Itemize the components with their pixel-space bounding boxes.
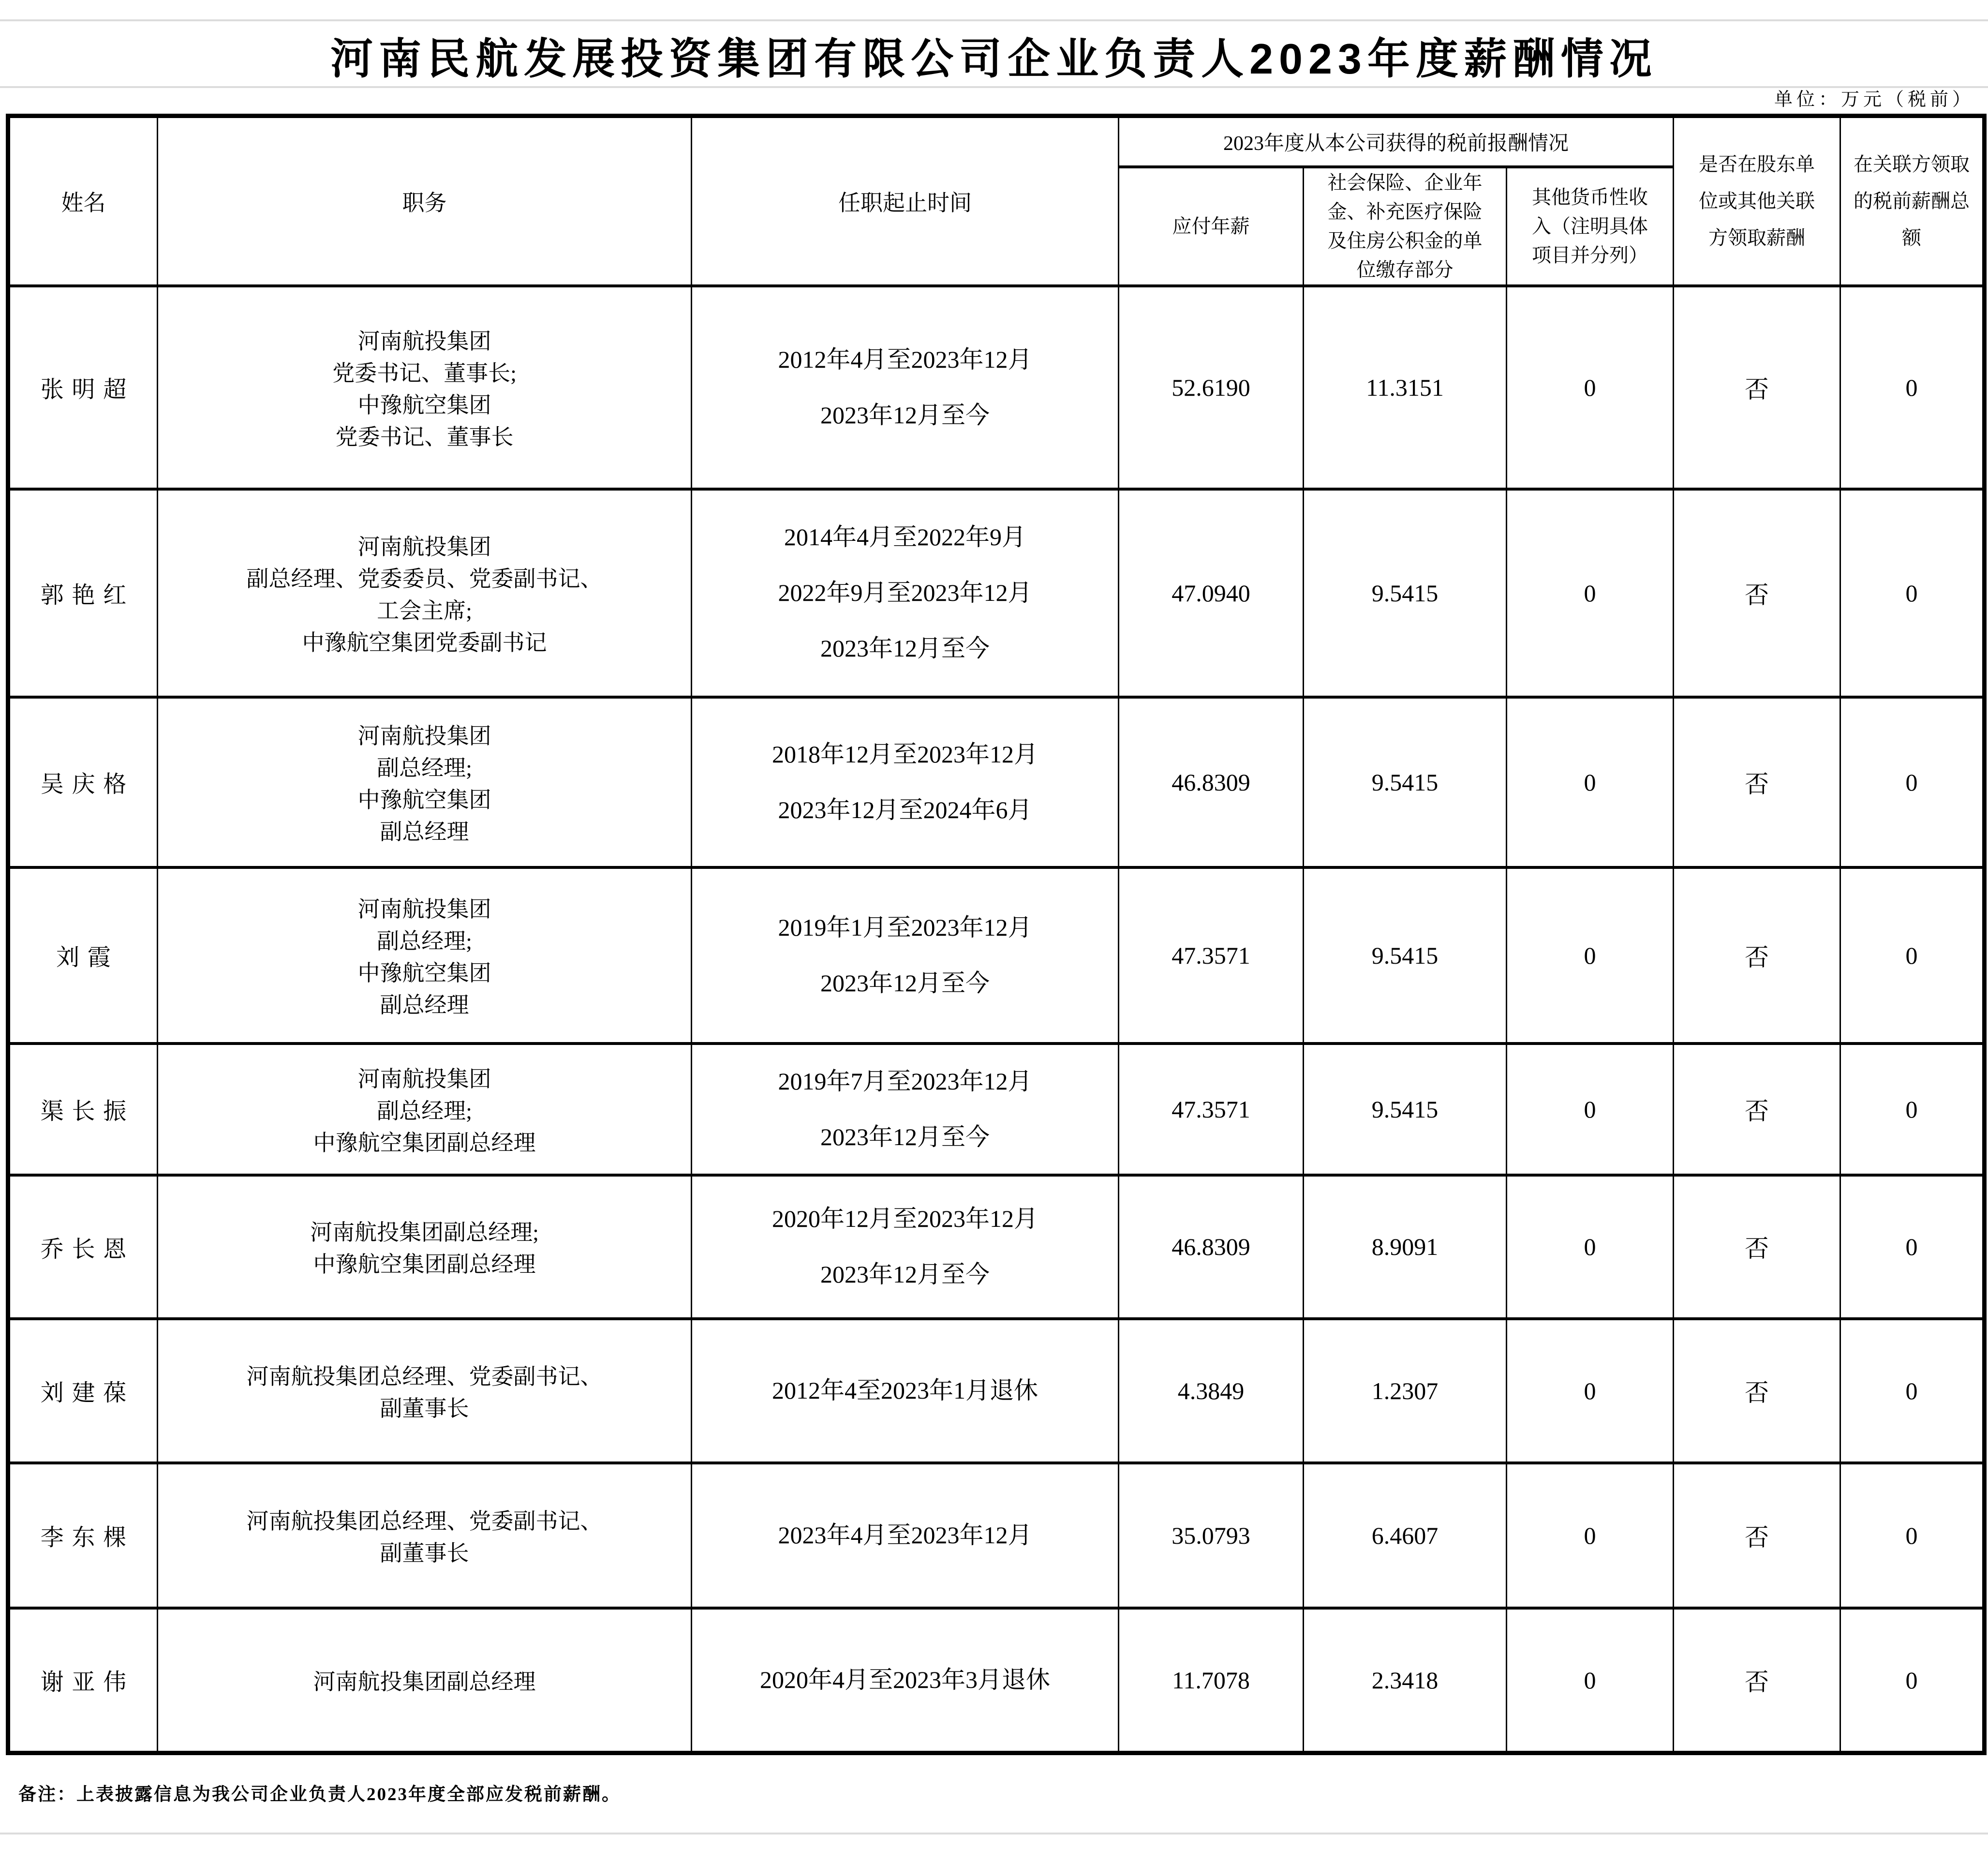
related-total-cell: 0	[1840, 1175, 1985, 1319]
position-lines: 河南航投集团副总经理; 中豫航空集团副总经理	[310, 1220, 539, 1277]
header-insurance: 社会保险、企业年 金、补充医疗保险 及住房公积金的单 位缴存部分	[1304, 167, 1507, 286]
position-cell	[158, 1175, 692, 1319]
other-income-cell: 0	[1507, 1175, 1674, 1319]
position-cell	[158, 1463, 692, 1608]
related-party-cell: 否	[1674, 489, 1840, 697]
term-cell: 2023年4月至2023年12月	[692, 1463, 1119, 1608]
position-cell	[158, 1608, 692, 1753]
related-party-cell: 否	[1674, 697, 1840, 867]
related-party-cell: 否	[1674, 1044, 1840, 1175]
other-income-cell: 0	[1507, 1608, 1674, 1753]
insurance-cell: 9.5415	[1304, 697, 1507, 867]
insurance-cell: 6.4607	[1304, 1463, 1507, 1608]
name-cell: 刘建葆	[8, 1319, 158, 1463]
other-income-cell: 0	[1507, 1319, 1674, 1463]
footnote: 备注：上表披露信息为我公司企业负责人2023年度全部应发税前薪酬。	[18, 1785, 621, 1804]
related-total-cell: 0	[1840, 286, 1985, 489]
header-name: 姓名	[8, 116, 158, 286]
header-other-income: 其他货币性收 入（注明具体 项目并分列）	[1507, 167, 1674, 286]
position-cell	[158, 489, 692, 697]
position-lines: 河南航投集团副总经理	[313, 1669, 536, 1694]
salary-table	[6, 114, 1987, 1755]
term-cell: 2014年4月至2022年9月 2022年9月至2023年12月 2023年12月至今	[692, 489, 1119, 697]
related-total-cell: 0	[1840, 1608, 1985, 1753]
other-income-cell: 0	[1507, 489, 1674, 697]
title-bottom-gridline	[0, 86, 1988, 88]
header-annual-salary: 应付年薪	[1119, 167, 1304, 286]
name-cell: 刘霞	[8, 867, 158, 1044]
header-position: 职务	[158, 116, 692, 286]
bottom-gridline	[0, 1833, 1988, 1834]
term-cell: 2019年7月至2023年12月 2023年12月至今	[692, 1044, 1119, 1175]
insurance-cell: 9.5415	[1304, 489, 1507, 697]
table-row	[8, 286, 1985, 489]
top-gridline	[0, 19, 1988, 21]
salary-cell: 47.0940	[1119, 489, 1304, 697]
position-cell	[158, 1319, 692, 1463]
table-row	[8, 1175, 1985, 1319]
related-party-cell: 否	[1674, 1319, 1840, 1463]
term-cell: 2012年4月至2023年12月 2023年12月至今	[692, 286, 1119, 489]
related-party-cell: 否	[1674, 1608, 1840, 1753]
insurance-cell: 2.3418	[1304, 1608, 1507, 1753]
term-cell: 2018年12月至2023年12月 2023年12月至2024年6月	[692, 697, 1119, 867]
position-cell	[158, 867, 692, 1044]
salary-cell: 4.3849	[1119, 1319, 1304, 1463]
name-cell: 李东棵	[8, 1463, 158, 1608]
salary-cell: 47.3571	[1119, 1044, 1304, 1175]
related-party-cell: 否	[1674, 286, 1840, 489]
table-row	[8, 867, 1985, 1044]
salary-cell: 52.6190	[1119, 286, 1304, 489]
table-row	[8, 1319, 1985, 1463]
name-cell: 谢亚伟	[8, 1608, 158, 1753]
related-total-cell: 0	[1840, 1463, 1985, 1608]
related-total-cell: 0	[1840, 867, 1985, 1044]
table-row	[8, 697, 1985, 867]
related-total-cell: 0	[1840, 489, 1985, 697]
term-cell: 2019年1月至2023年12月 2023年12月至今	[692, 867, 1119, 1044]
table-row	[8, 489, 1985, 697]
position-lines: 河南航投集团总经理、党委副书记、 副董事长	[246, 1508, 603, 1566]
insurance-cell: 8.9091	[1304, 1175, 1507, 1319]
header-row-1	[8, 116, 1985, 167]
other-income-cell: 0	[1507, 1463, 1674, 1608]
other-income-cell: 0	[1507, 1044, 1674, 1175]
position-lines: 河南航投集团 副总经理; 中豫航空集团副总经理	[313, 1066, 536, 1155]
unit-note: 单位：万元（税前）	[1774, 89, 1974, 110]
other-income-cell: 0	[1507, 867, 1674, 1044]
term-cell: 2020年12月至2023年12月 2023年12月至今	[692, 1175, 1119, 1319]
insurance-cell: 9.5415	[1304, 1044, 1507, 1175]
related-party-cell: 否	[1674, 1463, 1840, 1608]
salary-cell: 46.8309	[1119, 1175, 1304, 1319]
name-cell: 郭艳红	[8, 489, 158, 697]
header-related-party: 是否在股东单 位或其他关联 方领取薪酬	[1674, 116, 1840, 286]
salary-cell: 46.8309	[1119, 697, 1304, 867]
header-related-total: 在关联方领取 的税前薪酬总 额	[1840, 116, 1985, 286]
other-income-cell: 0	[1507, 697, 1674, 867]
related-party-cell: 否	[1674, 867, 1840, 1044]
insurance-cell: 1.2307	[1304, 1319, 1507, 1463]
related-party-cell: 否	[1674, 1175, 1840, 1319]
term-cell: 2012年4至2023年1月退休	[692, 1319, 1119, 1463]
position-lines: 河南航投集团 副总经理; 中豫航空集团 副总经理	[357, 723, 491, 844]
header-term: 任职起止时间	[692, 116, 1119, 286]
table-row	[8, 1044, 1985, 1175]
position-cell	[158, 286, 692, 489]
related-total-cell: 0	[1840, 697, 1985, 867]
position-cell	[158, 1044, 692, 1175]
position-lines: 河南航投集团 副总经理、党委委员、党委副书记、 工会主席; 中豫航空集团党委副书记	[246, 534, 603, 655]
name-cell: 吴庆格	[8, 697, 158, 867]
position-lines: 河南航投集团总经理、党委副书记、 副董事长	[246, 1364, 603, 1421]
related-total-cell: 0	[1840, 1319, 1985, 1463]
insurance-cell: 11.3151	[1304, 286, 1507, 489]
header-compensation-group: 2023年度从本公司获得的税前报酬情况	[1119, 116, 1674, 167]
name-cell: 张明超	[8, 286, 158, 489]
position-lines: 河南航投集团 党委书记、董事长; 中豫航空集团 党委书记、董事长	[332, 328, 517, 449]
table-row	[8, 1463, 1985, 1608]
salary-cell: 11.7078	[1119, 1608, 1304, 1753]
page-title: 河南民航发展投资集团有限公司企业负责人2023年度薪酬情况	[330, 35, 1658, 83]
related-total-cell: 0	[1840, 1044, 1985, 1175]
other-income-cell: 0	[1507, 286, 1674, 489]
salary-cell: 47.3571	[1119, 867, 1304, 1044]
position-cell	[158, 697, 692, 867]
name-cell: 渠长振	[8, 1044, 158, 1175]
term-cell: 2020年4月至2023年3月退休	[692, 1608, 1119, 1753]
position-lines: 河南航投集团 副总经理; 中豫航空集团 副总经理	[357, 896, 491, 1017]
name-cell: 乔长恩	[8, 1175, 158, 1319]
insurance-cell: 9.5415	[1304, 867, 1507, 1044]
salary-cell: 35.0793	[1119, 1463, 1304, 1608]
table-row	[8, 1608, 1985, 1753]
